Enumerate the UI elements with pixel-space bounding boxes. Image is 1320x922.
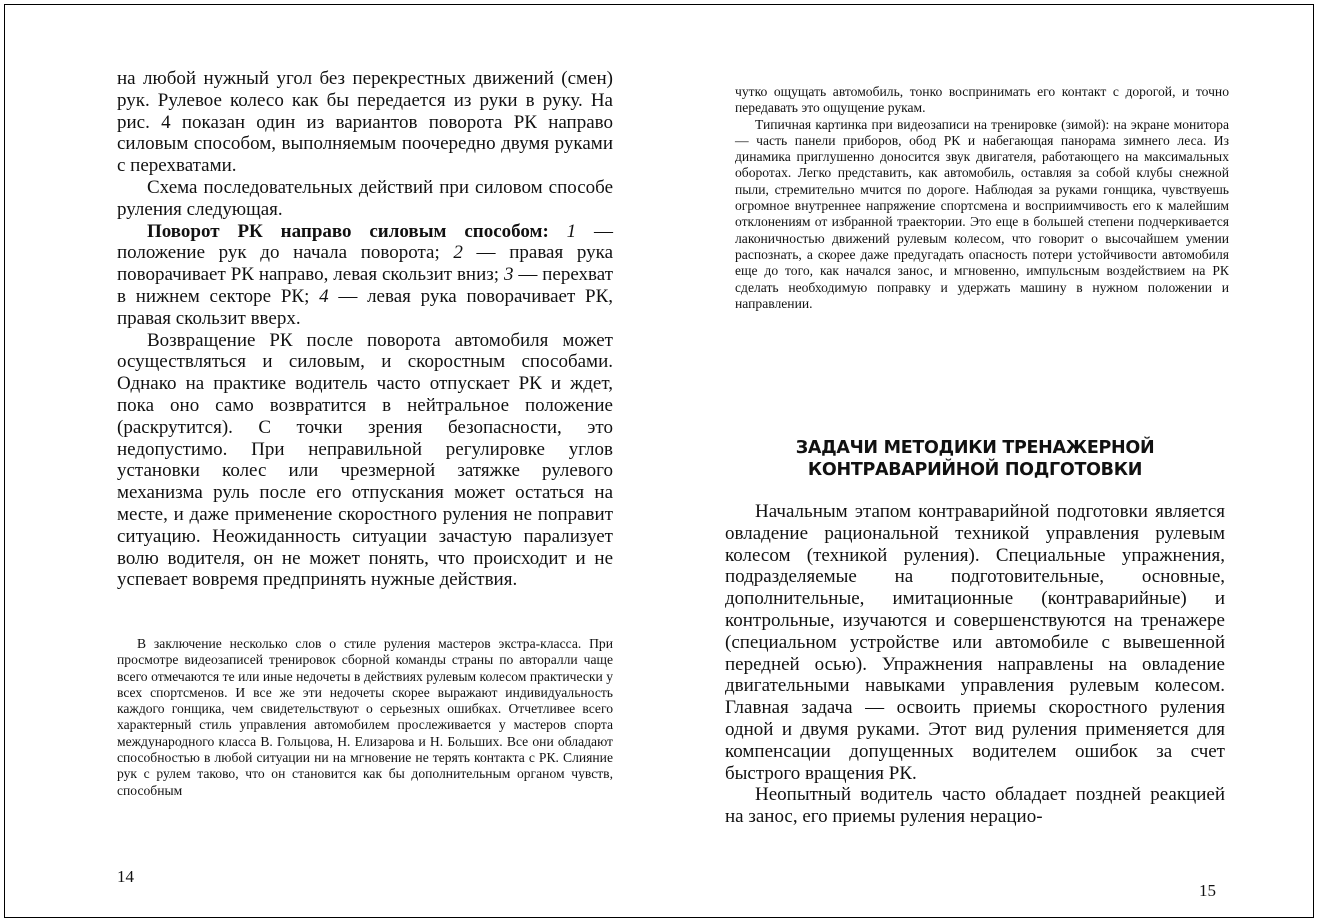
paragraph: Начальным этапом контраварийной подготовки является овладение рациональной техникой управления рулевым колесом (техникой руления). Специальные упражнения, подразделяемые на подготовительные, основные, дополнительные, имитационные (контраварийные) и контрольные, изучаются и совершенствуются на тренажере (специальном устройстве или автомобиле с вывешенной передней осью). Упражнения направлены на овладение двигательными навыками управления рулевым колесом. Главная задача — освоить приемы скоростного руления одной и двумя руками. Этот вид руления применяется для компенсации допущенных водителем ошибок за счет быстрого вращения РК.	[725, 501, 1225, 784]
rule-step-number: 3	[503, 264, 514, 286]
rule-step-number: 2	[453, 242, 463, 264]
rule-title: Поворот РК направо силовым способом:	[147, 220, 549, 242]
small-paragraph: чутко ощущать автомобиль, тонко воспринимать его контакт с дорогой, и точно передавать это ощущение рукам.	[735, 84, 1229, 116]
paragraph-return: Возвращение РК после поворота автомобиля может осуществляться и силовым, и скоростным способами. Однако на практике водитель часто отпускает РК и ждет, пока оно само возвратится в нейтральное положение (раскрутится). С точки зрения безопасности, это недопустимо. При неправильной регулировке углов установки колес или чрезмерной затяжке рулевого механизма руль после его отпускания может остаться на месте, и даже применение скоростного руления не поправит ситуацию. Неожиданность ситуации зачастую парализует волю водителя, он не может понять, что происходит и не успевает вовремя предпринять нужные действия.	[117, 329, 613, 591]
small-paragraph: Типичная картинка при видеозаписи на тренировке (зимой): на экране монитора — часть панели приборов, обод РК и набегающая панорама зимнего леса. Из динамика приглушенно доносится звук двигателя, работающего на максимальных оборотах. Легко представить, как автомобиль, оставляя за собой клубы снежной пыли, стремительно мчится по дороге. Наблюдая за руками гонщика, чувствуешь огромное внутреннее напряжение спортсмена и восприимчивость его к малейшим отклонениям от избранной траектории. Это еще в большей степени подчеркивается лаконичностью движений рулевым колесом, что говорит о высочайшем умении распознать, а скорее даже предугадать опасность потери устойчивости автомобиля еще до того, как начался занос, и мгновенно, импульсным воздействием на РК сделать необходимую поправку и удержать машину в нужном положении и направлении.	[735, 116, 1229, 311]
heading-line: ЗАДАЧИ МЕТОДИКИ ТРЕНАЖЕРНОЙ	[795, 438, 1155, 458]
paragraph: Неопытный водитель часто обладает поздней реакцией на занос, его приемы руления нерацио-	[725, 784, 1225, 828]
rule-step-text: — левая рука поворачивает РК, правая скользит вверх.	[117, 285, 613, 329]
left-small-text	[117, 636, 613, 799]
right-main-text	[725, 501, 1225, 828]
book-spread	[4, 4, 1314, 918]
small-paragraph: В заключение несколько слов о стиле руления мастеров экстра-класса. При просмотре видеозаписей тренировок сборной команды страны по авторалли чаще всего отмечаются те или иные недочеты в действиях рулевым колесом практически у всех спортсменов. И все же эти недочеты скорее выражают индивидуальность каждого гонщика, чем свидетельствуют о серьезных ошибках. Отчетливее всего характерный стиль управления автомобилем прослеживается у мастеров спорта международного класса В. Гольцова, Н. Елизарова и Н. Больших. Все они обладают способностью в любой ситуации ни на мгновение не терять контакта с РК. Слияние рук с рулем таково, что он становится как бы дополнительным органом чувств, способным	[117, 636, 613, 798]
page-number: 14	[117, 867, 134, 886]
rule-step-number: 4	[319, 285, 329, 307]
rule-step-text: — перехват в нижнем секторе РК;	[117, 264, 613, 307]
paragraph-scheme-intro: Схема последовательных действий при силовом способе руления следующая.	[117, 176, 613, 220]
page-number: 15	[1199, 881, 1216, 900]
heading-line: КОНТРАВАРИЙНОЙ ПОДГОТОВКИ	[807, 460, 1143, 480]
rule-step-number: 1	[566, 220, 577, 242]
left-main-text	[117, 68, 613, 591]
paragraph-rule	[117, 221, 613, 330]
paragraph-continued: на любой нужный угол без перекрестных движений (смен) рук. Рулевое колесо как бы передается из руки в руку. На рис. 4 показан один из вариантов поворота РК направо силовым способом, выполняемым поочередно двумя руками с перехватами.	[117, 68, 613, 177]
section-heading	[725, 437, 1225, 481]
rule-step-text: — правая рука поворачивает РК направо, левая скользит вниз;	[117, 242, 613, 286]
right-small-text	[735, 84, 1229, 312]
rule-step-text: — положение рук до начала поворота;	[117, 220, 614, 264]
